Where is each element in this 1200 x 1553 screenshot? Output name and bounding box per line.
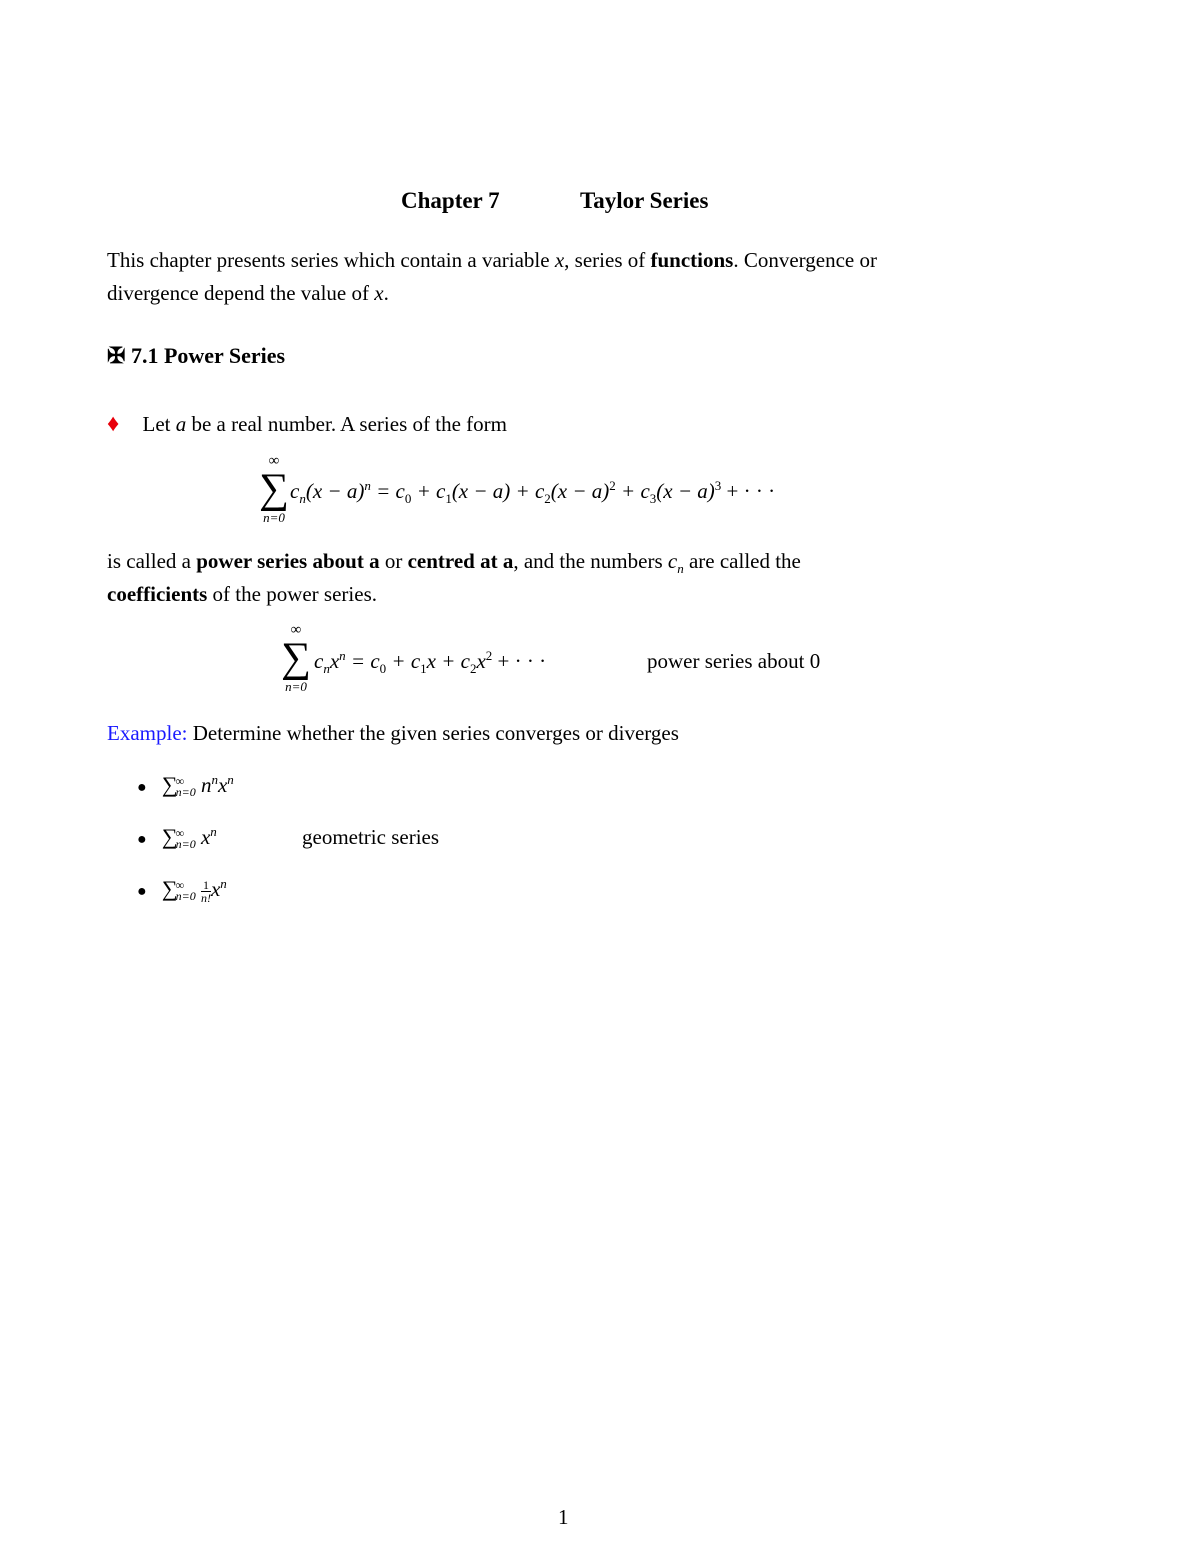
eq2-expression: $c_nx^n = c_0 + c_1x + c_2x^2$ + · · · [314,648,547,677]
chapter-label: Chapter 7 [401,188,500,213]
diamond-icon: ♦ [107,411,120,437]
maltese-cross-icon: ✠ [107,343,126,368]
eq2-sum: ∞ ∑ n=0 [281,622,311,694]
example-item-2: ● ∑ ∞ n=0 $x^n$ [137,824,217,852]
example-item-3: ● ∑ ∞ n=0 $\frac{1}{n!}$ $x^n$ [137,876,227,905]
called-line-1: is called a power series about a or centred at a, and the numbers $c_n$ are called the [107,549,801,577]
chapter-title: Taylor Series [580,188,709,213]
eq1-sum: ∞ ∑ n=0 [259,453,289,525]
example-item-1: ● ∑ ∞ n=0 $n^nx^n$ [137,772,234,800]
bullet-icon: ● [137,831,147,848]
section-title: 7.1 Power Series [130,343,286,368]
geometric-series-note: geometric series [302,825,440,849]
page-number: 1 [558,1505,569,1529]
bullet-icon: ● [137,779,147,796]
eq1-expression: $c_n(x - a)^n = c_0 + c_1(x - a) + c_2(x - a)^2 + c_3(x - a)^3$ + · · · [290,478,776,507]
functions-term: functions [650,248,734,272]
called-line-2: coefficients of the power series. [107,582,377,606]
example-label: Example: [107,721,188,745]
fraction: $\frac{1}{n!}$ [200,877,211,905]
definition-line: ♦ Let a be a real number. A series of the form [107,411,507,437]
section-heading [107,343,285,369]
intro-line-1: This chapter presents series which contain a variable x, series of functions. Convergence or [107,248,877,272]
intro-line-2: divergence depend the value of x. [107,281,389,305]
bullet-icon: ● [137,883,147,900]
example-line: Example: Determine whether the given series converges or diverges [107,721,679,745]
eq2-note: power series about 0 [647,649,821,673]
